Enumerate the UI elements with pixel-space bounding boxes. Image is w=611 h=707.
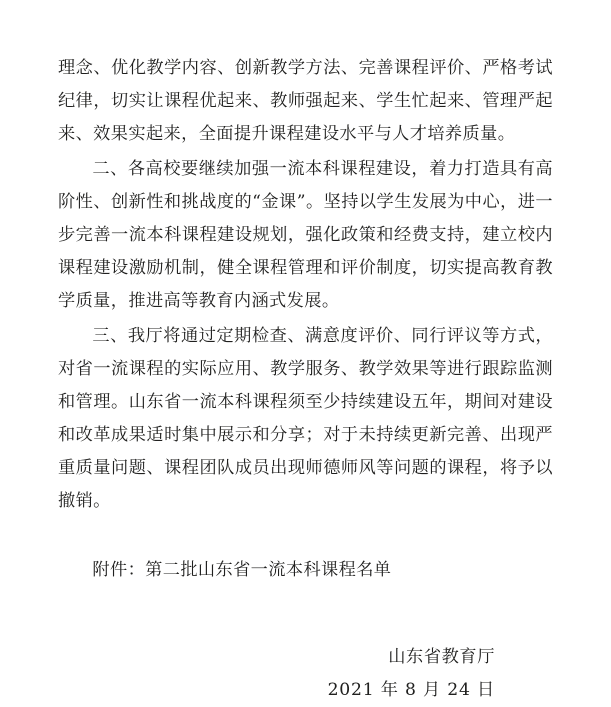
paragraph-continued-opening: 理念、优化教学内容、创新教学方法、完善课程评价、严格考试纪律，切实让课程优起来、教师强起来、学生忙起来、管理严起来、效果实起来，全面提升课程建设水平与人才培养质量。: [58, 58, 553, 144]
paragraph-item-two: 二、各高校要继续加强一流本科课程建设，着力打造具有高阶性、创新性和挑战度的“金课”。坚持以学生发展为中心，进一步完善一流本科课程建设规划，强化政策和经费支持，建立校内课程建设激励机制，健全课程管理和评价制度，切实提高教育教学质量，推进高等教育内涵式发展。: [58, 159, 553, 311]
attachment-line: 附件：第二批山东省一流本科课程名单: [92, 560, 392, 580]
signature-date: 2021 年 8 月 24 日: [327, 680, 495, 700]
document-body: [58, 52, 553, 518]
paragraph-item-three: 三、我厅将通过定期检查、满意度评价、同行评议等方式，对省一流课程的实际应用、教学服务、教学效果等进行跟踪监测和管理。山东省一流本科课程须至少持续建设五年，期间对建设和改革成果适时集中展示和分享；对于未持续更新完善、出现严重质量问题、课程团队成员出现师德师风等问题的课程，将予以撤销。: [58, 326, 553, 511]
signature-block: [58, 641, 553, 707]
signature-issuer: 山东省教育厅: [388, 647, 495, 667]
